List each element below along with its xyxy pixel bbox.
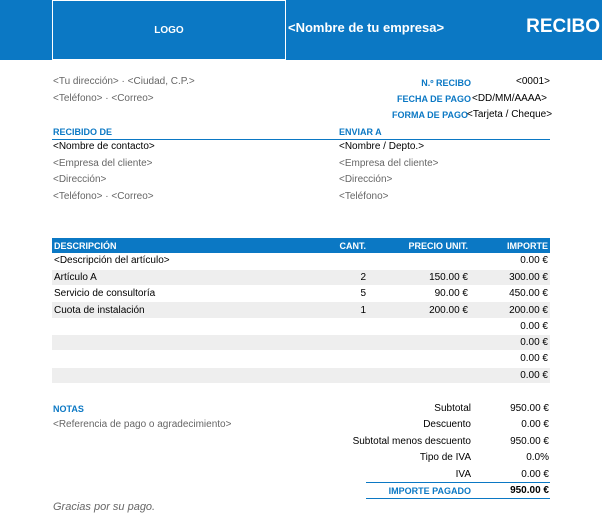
received-from-address: <Dirección> [53, 174, 107, 185]
document-title: RECIBO [526, 16, 600, 37]
notes-text: <Referencia de pago o agradecimiento> [53, 419, 232, 430]
item-unit-price [370, 253, 470, 269]
item-quantity: 5 [312, 286, 370, 302]
item-description: Servicio de consultoría [52, 286, 312, 302]
table-row [52, 334, 550, 350]
payment-method-value: <Tarjeta / Cheque> [467, 109, 553, 120]
thank-you-note: Gracias por su pago. [53, 501, 156, 513]
table-row [52, 351, 550, 367]
item-unit-price [370, 351, 470, 367]
item-quantity: 2 [312, 269, 370, 285]
received-from-contact: <Nombre de contacto> [53, 141, 155, 152]
table-row [52, 253, 550, 269]
total-bottom-rule [366, 498, 550, 499]
item-description: Artículo A [52, 269, 312, 285]
item-quantity [312, 253, 370, 269]
ship-to-rule [282, 139, 550, 140]
ship-to-name: <Nombre / Depto.> [339, 141, 425, 152]
total-top-rule [366, 482, 550, 483]
col-description: DESCRIPCIÓN [52, 238, 312, 253]
subtotal-label: Subtotal [434, 403, 471, 414]
net-subtotal-value: 950.00 € [510, 436, 549, 447]
header-banner [0, 0, 602, 60]
amount-paid-label: IMPORTE PAGADO [388, 486, 471, 496]
item-quantity [312, 367, 370, 383]
item-quantity: 1 [312, 302, 370, 318]
company-name: <Nombre de tu empresa> [288, 20, 445, 35]
received-from-rule [52, 139, 282, 140]
item-unit-price [370, 318, 470, 334]
item-amount: 0.00 € [470, 367, 550, 383]
tax-rate-label: Tipo de IVA [419, 452, 471, 463]
item-quantity [312, 351, 370, 367]
item-description [52, 351, 312, 367]
item-unit-price: 150.00 € [370, 269, 470, 285]
received-from-phone-email: <Teléfono> · <Correo> [53, 191, 154, 202]
discount-label: Descuento [423, 419, 471, 430]
items-table [52, 238, 550, 384]
col-unit-price: PRECIO UNIT. [370, 238, 470, 253]
amount-paid-value: 950.00 € [510, 485, 549, 496]
item-amount: 300.00 € [470, 269, 550, 285]
table-row [52, 286, 550, 302]
item-amount: 0.00 € [470, 318, 550, 334]
item-amount: 450.00 € [470, 286, 550, 302]
item-description: Cuota de instalación [52, 302, 312, 318]
notes-heading: NOTAS [53, 404, 84, 414]
item-description: <Descripción del artículo> [52, 253, 312, 269]
item-unit-price: 200.00 € [370, 302, 470, 318]
received-from-heading: RECIBIDO DE [53, 127, 113, 137]
table-row [52, 318, 550, 334]
table-row [52, 269, 550, 285]
items-header-row [52, 238, 550, 253]
received-from-company: <Empresa del cliente> [53, 158, 153, 169]
ship-to-company: <Empresa del cliente> [339, 158, 439, 169]
item-quantity [312, 318, 370, 334]
payment-date-value: <DD/MM/AAAA> [472, 93, 548, 104]
ship-to-phone: <Teléfono> [339, 191, 389, 202]
discount-value: 0.00 € [521, 419, 549, 430]
tax-label: IVA [455, 469, 471, 480]
item-unit-price [370, 334, 470, 350]
receipt-number-label: N.º RECIBO [421, 78, 471, 88]
item-amount: 0.00 € [470, 334, 550, 350]
item-description [52, 334, 312, 350]
table-row [52, 367, 550, 383]
item-description [52, 318, 312, 334]
item-amount: 200.00 € [470, 302, 550, 318]
col-quantity: CANT. [312, 238, 370, 253]
payment-method-label: FORMA DE PAGO [392, 110, 468, 120]
tax-value: 0.00 € [521, 469, 549, 480]
net-subtotal-label: Subtotal menos descuento [352, 436, 471, 447]
ship-to-address: <Dirección> [339, 174, 393, 185]
ship-to-heading: ENVIAR A [339, 127, 382, 137]
item-amount: 0.00 € [470, 253, 550, 269]
item-unit-price: 90.00 € [370, 286, 470, 302]
sender-address: <Tu dirección> · <Ciudad, C.P.> [53, 76, 195, 87]
sender-contact: <Teléfono> · <Correo> [53, 93, 154, 104]
item-amount: 0.00 € [470, 351, 550, 367]
receipt-number-value: <0001> [516, 76, 550, 87]
subtotal-value: 950.00 € [510, 403, 549, 414]
item-description [52, 367, 312, 383]
table-row [52, 302, 550, 318]
item-quantity [312, 334, 370, 350]
logo-placeholder: LOGO [52, 0, 286, 60]
item-unit-price [370, 367, 470, 383]
payment-date-label: FECHA DE PAGO [396, 94, 471, 104]
col-amount: IMPORTE [470, 238, 550, 253]
tax-rate-value: 0.0% [526, 452, 549, 463]
